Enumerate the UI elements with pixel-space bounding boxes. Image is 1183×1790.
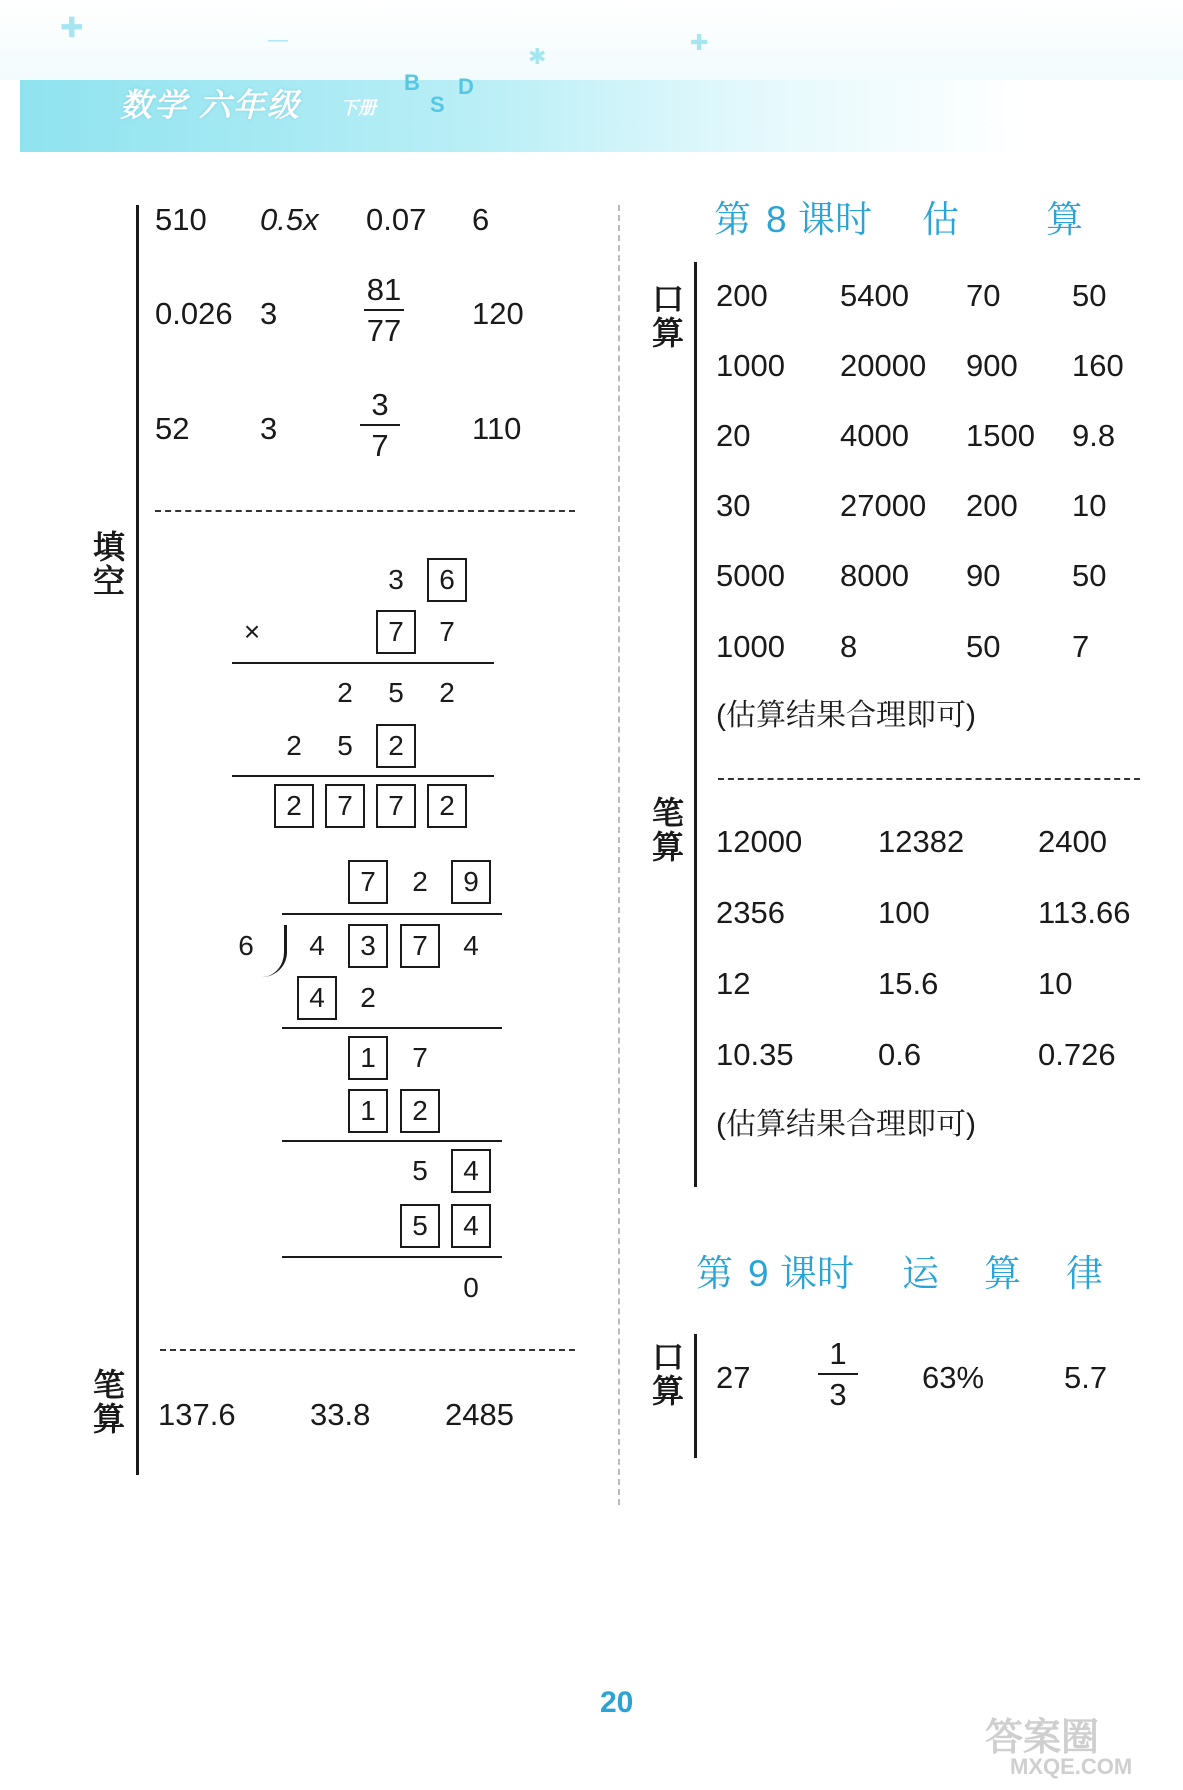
fraction-denominator: 7	[371, 428, 389, 463]
answer-cell: 20000	[840, 348, 927, 383]
lesson-topic-char: 算	[1046, 199, 1083, 240]
answer-box: 3	[348, 924, 388, 968]
fraction-numerator: 81	[366, 272, 402, 307]
answer-cell: 33.8	[310, 1397, 371, 1432]
lesson-title-suffix: 课时	[798, 199, 872, 240]
answer-cell: 50	[1072, 558, 1107, 593]
lesson-title-prefix: 第	[714, 199, 751, 240]
answer-cell: 90	[966, 558, 1001, 593]
answer-cell: 0.026	[155, 296, 233, 331]
left-margin-line	[136, 205, 139, 1475]
digit: 7	[439, 616, 455, 647]
answer-box: 7	[400, 924, 440, 968]
answer-cell: 50	[966, 629, 1001, 664]
answer-box: 5	[400, 1204, 440, 1248]
answer-cell: 120	[472, 296, 524, 331]
answer-cell: 5000	[716, 558, 785, 593]
answer-cell: 50	[1072, 278, 1107, 313]
answer-cell: 900	[966, 348, 1018, 383]
sparkle-icon: ✚	[690, 30, 709, 55]
answer-cell: 5.7	[1064, 1360, 1108, 1395]
answer-cell: 110	[472, 411, 522, 446]
header-volume: 下册	[340, 98, 376, 118]
answer-cell: 0.726	[1038, 1037, 1116, 1072]
answer-box: 9	[451, 860, 491, 904]
digit: 2	[360, 982, 376, 1013]
estimate-note: (估算结果合理即可)	[716, 699, 976, 732]
fraction-bar	[360, 424, 400, 426]
answer-cell: 200	[966, 488, 1018, 523]
written-calc-label: 笔算	[651, 795, 684, 865]
lesson-topic-char: 运	[902, 1253, 939, 1294]
lesson8-margin-line	[694, 262, 697, 1187]
answer-cell: 2400	[1038, 824, 1107, 859]
sparkle-icon: ✱	[528, 44, 547, 69]
answer-box: 2	[400, 1089, 440, 1133]
answer-cell: 1000	[716, 629, 785, 664]
fraction-denominator: 77	[366, 313, 402, 348]
times-sign: ×	[243, 616, 261, 647]
answer-cell: 12000	[716, 824, 803, 859]
lesson-number: 8	[766, 199, 787, 240]
answer-box: 2	[427, 784, 467, 828]
answer-cell: 9.8	[1072, 418, 1116, 453]
answer-box: 1	[348, 1089, 388, 1133]
answer-cell: 0.5x	[260, 202, 319, 237]
answer-cell: 2356	[716, 895, 785, 930]
lesson-topic-char: 算	[984, 1253, 1021, 1294]
answer-cell: 2485	[445, 1397, 514, 1432]
calc-line	[282, 1140, 502, 1142]
answer-cell: 70	[966, 278, 1001, 313]
digit: 5	[337, 730, 353, 761]
answer-cell: 160	[1072, 348, 1124, 383]
digit: 2	[286, 730, 302, 761]
fraction-numerator: 1	[829, 1336, 847, 1371]
section-divider	[718, 778, 1140, 780]
answer-cell: 1500	[966, 418, 1035, 453]
answer-cell: 3	[260, 411, 278, 446]
lesson-topic-char: 估	[922, 199, 959, 240]
column-divider	[618, 205, 620, 1505]
lesson-topic-char: 律	[1066, 1253, 1103, 1294]
section-divider	[160, 1349, 575, 1351]
watermark-logo: 答案圈	[985, 1717, 1100, 1759]
header-title: 数学 六年级	[120, 87, 301, 123]
oral-calc-label: 口算	[651, 281, 684, 351]
answer-box: 4	[451, 1149, 491, 1193]
answer-cell: 10	[1038, 966, 1073, 1001]
answer-box: 4	[297, 976, 337, 1020]
digit: 5	[388, 677, 404, 708]
digit: 3	[388, 564, 404, 595]
answer-cell: 12382	[878, 824, 965, 859]
answer-box: 7	[325, 784, 365, 828]
answer-cell: 3	[260, 296, 278, 331]
answer-cell: 4000	[840, 418, 909, 453]
digit: 5	[412, 1155, 428, 1186]
answer-cell: 27000	[840, 488, 927, 523]
answer-cell: 10	[1072, 488, 1107, 523]
answer-cell: 510	[155, 202, 207, 237]
answer-box: 4	[451, 1204, 491, 1248]
fraction-denominator: 3	[829, 1377, 847, 1412]
logo-letter-d: D	[458, 74, 474, 99]
fraction	[362, 274, 406, 346]
calc-line	[282, 1256, 502, 1258]
fraction-bar	[364, 309, 404, 311]
calc-line	[232, 775, 494, 777]
calc-line	[232, 662, 494, 664]
answer-cell: 52	[155, 411, 190, 446]
digit: 4	[463, 930, 479, 961]
answer-cell: 15.6	[878, 966, 939, 1001]
answer-cell: 20	[716, 418, 751, 453]
header-background	[0, 0, 1183, 80]
section-divider	[155, 510, 575, 512]
digit: 2	[412, 866, 428, 897]
answer-box: 2	[274, 784, 314, 828]
watermark-url: MXQE.COM	[1010, 1754, 1133, 1779]
answer-box: 7	[376, 784, 416, 828]
divisor: 6	[238, 930, 254, 961]
digit: 4	[309, 930, 325, 961]
fraction	[816, 1338, 860, 1410]
page-number: 20	[600, 1686, 634, 1719]
answer-cell: 63%	[922, 1360, 985, 1395]
answer-box: 7	[348, 860, 388, 904]
fraction-numerator: 3	[371, 387, 389, 422]
fraction	[358, 389, 402, 461]
answer-box: 7	[376, 610, 416, 654]
lesson9-margin-line	[694, 1334, 697, 1458]
lesson-title-suffix: 课时	[780, 1253, 854, 1294]
calc-line	[282, 1027, 502, 1029]
answer-cell: 12	[716, 966, 751, 1001]
answer-cell: 6	[472, 202, 490, 237]
sparkle-icon: —	[268, 29, 288, 51]
fill-blank-label: 填空	[92, 529, 125, 599]
fraction-bar	[818, 1373, 858, 1375]
digit: 7	[412, 1042, 428, 1073]
answer-cell: 27	[716, 1360, 751, 1395]
answer-box: 6	[427, 558, 467, 602]
answer-box: 2	[376, 724, 416, 768]
answer-cell: 10.35	[716, 1037, 794, 1072]
answer-cell: 7	[1072, 629, 1090, 664]
lesson-title-prefix: 第	[696, 1253, 733, 1294]
answer-cell: 8	[840, 629, 858, 664]
answer-box: 1	[348, 1036, 388, 1080]
answer-cell: 100	[878, 895, 930, 930]
answer-cell: 1000	[716, 348, 785, 383]
answer-cell: 0.6	[878, 1037, 922, 1072]
written-calc-label: 笔算	[92, 1367, 125, 1437]
estimate-note: (估算结果合理即可)	[716, 1108, 976, 1141]
answer-cell: 8000	[840, 558, 909, 593]
oral-calc-label: 口算	[651, 1339, 684, 1409]
lesson-number: 9	[748, 1253, 769, 1294]
answer-cell: 5400	[840, 278, 909, 313]
answer-cell: 0.07	[366, 202, 427, 237]
answer-cell: 30	[716, 488, 751, 523]
sparkle-icon: ✚	[60, 12, 84, 43]
remainder: 0	[463, 1272, 479, 1303]
logo-letter-b: B	[404, 70, 420, 95]
answer-cell: 113.66	[1038, 895, 1131, 930]
division-bar	[282, 913, 502, 915]
digit: 2	[337, 677, 353, 708]
logo-letter-s: S	[430, 92, 445, 117]
digit: 2	[439, 677, 455, 708]
answer-cell: 137.6	[158, 1397, 236, 1432]
answer-cell: 200	[716, 278, 768, 313]
